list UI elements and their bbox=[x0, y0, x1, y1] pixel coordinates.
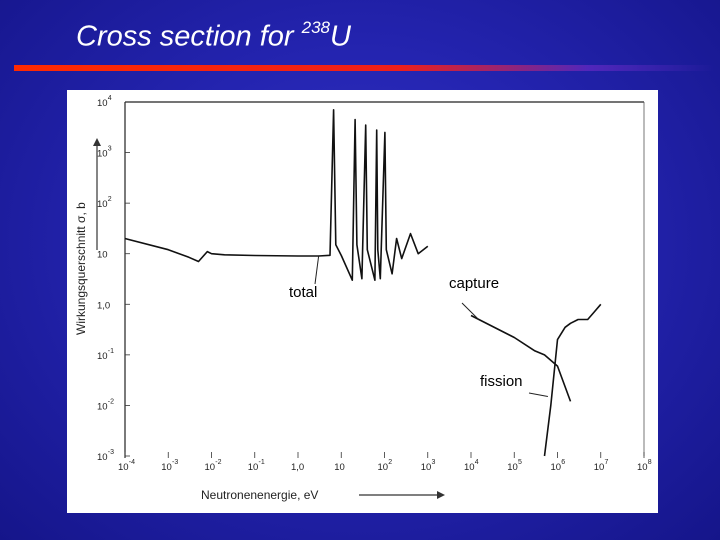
series-total-line bbox=[125, 110, 428, 280]
x-axis-title: Neutronenenergie, eV bbox=[201, 488, 319, 502]
total-leader-line bbox=[315, 256, 319, 284]
cross-section-chart bbox=[67, 90, 658, 513]
x-axis-arrow-head bbox=[437, 491, 445, 499]
y-tick-label: 1,0 bbox=[97, 300, 111, 312]
series-fission-line bbox=[545, 304, 601, 456]
x-tick-label-exponent: 3 bbox=[431, 459, 436, 466]
x-tick-label: 10 bbox=[204, 462, 216, 473]
y-tick-label: 10 bbox=[97, 452, 108, 463]
chart-axis-titles bbox=[74, 138, 445, 502]
title-underline-bar bbox=[14, 65, 714, 71]
x-tick-label-exponent: 2 bbox=[388, 459, 393, 466]
y-tick-label-exponent: -3 bbox=[107, 449, 115, 456]
title-tail: U bbox=[330, 20, 351, 53]
y-tick-label: 10 bbox=[97, 199, 108, 211]
x-tick-label-exponent: -2 bbox=[215, 459, 222, 466]
x-tick-label: 10 bbox=[637, 462, 648, 473]
y-tick-label: 10 bbox=[97, 148, 108, 160]
x-tick-label-exponent: -3 bbox=[172, 459, 179, 466]
x-tick-label-exponent: 7 bbox=[604, 459, 609, 466]
x-tick-label: 10 bbox=[593, 462, 605, 473]
capture-leader-line bbox=[462, 303, 479, 320]
x-tick-label: 10 bbox=[334, 462, 345, 473]
y-tick-label: 10 bbox=[97, 249, 108, 261]
x-tick-label-exponent: 8 bbox=[647, 459, 652, 466]
y-tick-label-exponent: 3 bbox=[107, 145, 112, 153]
y-axis-arrow-head bbox=[93, 138, 101, 146]
x-tick-label-exponent: 5 bbox=[518, 459, 522, 466]
fission-label: fission bbox=[480, 373, 523, 390]
y-tick-label-exponent: 4 bbox=[107, 95, 112, 102]
chart-series bbox=[125, 110, 601, 456]
total-label: total bbox=[289, 284, 318, 301]
y-tick-label: 10 bbox=[97, 98, 108, 109]
y-tick-label-exponent: -2 bbox=[107, 398, 115, 406]
x-tick-label: 10 bbox=[377, 462, 389, 473]
x-tick-label-exponent: 4 bbox=[474, 459, 479, 466]
y-tick-label-exponent: 2 bbox=[107, 196, 112, 204]
y-tick-label: 10 bbox=[97, 350, 108, 362]
y-axis-title: Wirkungsquerschnitt σ, b bbox=[74, 202, 88, 335]
title-main: Cross section for bbox=[76, 20, 302, 53]
x-tick-label: 10 bbox=[550, 462, 562, 473]
x-tick-label: 10 bbox=[464, 462, 475, 473]
y-tick-label: 10 bbox=[97, 401, 108, 413]
fission-leader-line bbox=[529, 393, 548, 397]
x-tick-label: 1,0 bbox=[291, 462, 305, 473]
x-tick-label: 10 bbox=[161, 462, 172, 473]
capture-label: capture bbox=[449, 275, 500, 292]
x-tick-label-exponent: -4 bbox=[128, 459, 136, 466]
x-tick-label-exponent: -1 bbox=[258, 459, 265, 466]
x-tick-label-exponent: 6 bbox=[561, 459, 566, 466]
y-tick-label-exponent: -1 bbox=[107, 347, 115, 355]
x-tick-label: 10 bbox=[507, 462, 518, 473]
x-tick-label: 10 bbox=[247, 462, 259, 473]
chart-annotations bbox=[289, 256, 548, 396]
x-tick-label: 10 bbox=[118, 462, 129, 473]
chart-ticks bbox=[97, 95, 652, 473]
slide-title bbox=[76, 20, 351, 54]
x-tick-label: 10 bbox=[420, 462, 432, 473]
chart-panel bbox=[67, 90, 658, 513]
title-superscript: 238 bbox=[301, 18, 331, 37]
